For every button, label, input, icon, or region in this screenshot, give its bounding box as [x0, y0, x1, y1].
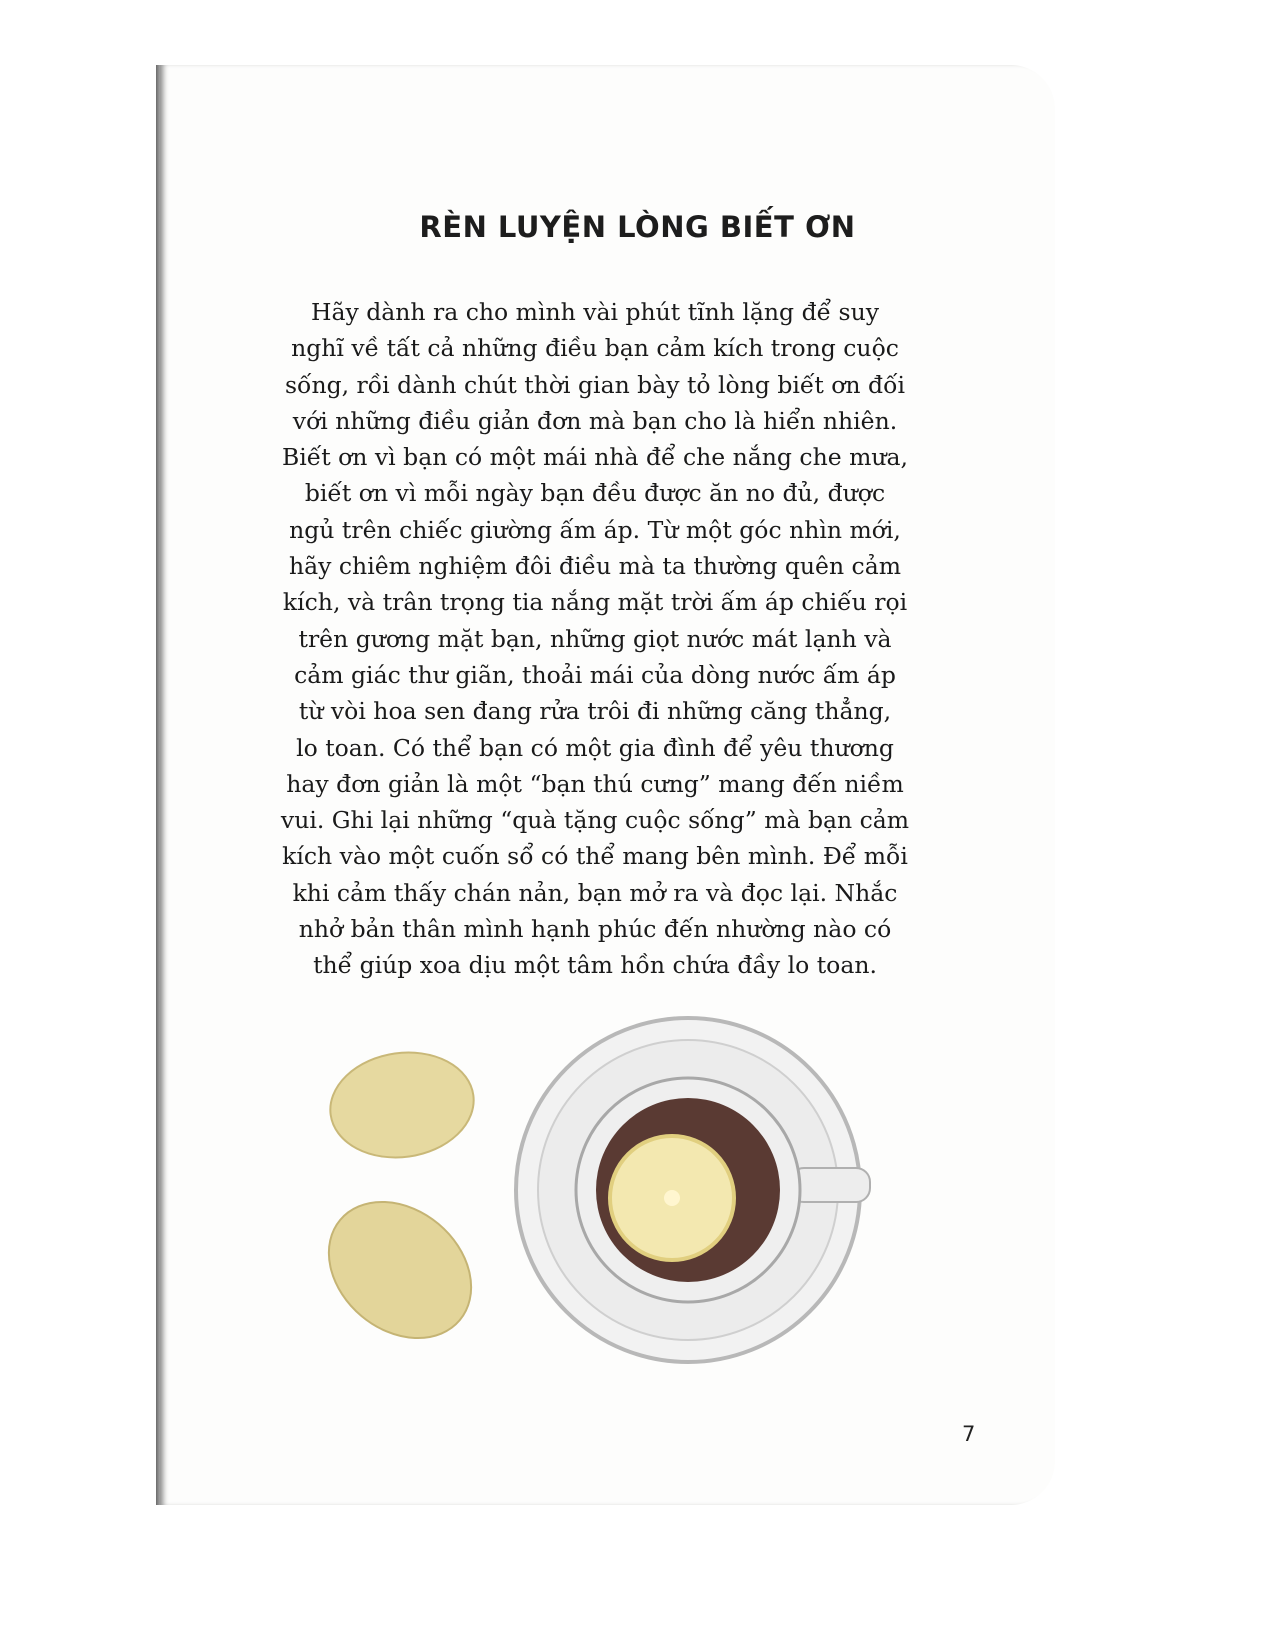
body-line: hãy chiêm nghiệm đôi điều mà ta thường quên cảm [289, 552, 901, 581]
lemon-tea-illustration [300, 1000, 900, 1380]
body-line: lo toan. Có thể bạn có một gia đình để yêu thương [296, 733, 894, 762]
body-line: nhở bản thân mình hạnh phúc đến nhường nào có [298, 915, 892, 944]
page-title: RÈN LUYỆN LÒNG BIẾT ƠN [419, 210, 856, 244]
body-line: cảm giác thư giãn, thoải mái của dòng nước ấm áp [294, 660, 896, 689]
body-line: với những điều giản đơn mà bạn cho là hiển nhiên. [292, 406, 898, 435]
body-line: nghĩ về tất cả những điều bạn cảm kích trong cuộc [291, 334, 899, 363]
body-line: biết ơn vì mỗi ngày bạn đều được ăn no đủ, được [304, 479, 886, 508]
body-line: thể giúp xoa dịu một tâm hồn chứa đầy lo toan. [313, 951, 877, 980]
body-line: kích vào một cuốn sổ có thể mang bên mình. Để mỗi [282, 842, 908, 871]
body-line: vui. Ghi lại những “quà tặng cuộc sống” mà bạn cảm [280, 806, 910, 835]
lemon-icon [302, 1174, 499, 1366]
body-line: Hãy dành ra cho mình vài phút tĩnh lặng để suy [310, 298, 880, 326]
body-line: khi cảm thấy chán nản, bạn mở ra và đọc lại. Nhắc [292, 878, 898, 907]
body-line: trên gương mặt bạn, những giọt nước mát lạnh và [298, 624, 892, 653]
body-line: ngủ trên chiếc giường ấm áp. Từ một góc nhìn mới, [289, 515, 901, 544]
body-line: kích, và trân trọng tia nắng mặt trời ấm áp chiếu rọi [282, 588, 908, 617]
body-line: hay đơn giản là một “bạn thú cưng” mang đến niềm [286, 769, 904, 798]
lemon-icon [323, 1043, 480, 1166]
body-text [240, 294, 950, 984]
body-line: Biết ơn vì bạn có một mái nhà để che nắng che mưa, [282, 443, 908, 472]
page-number: 7 [962, 1422, 976, 1446]
body-line: sống, rồi dành chút thời gian bày tỏ lòng biết ơn đối [285, 370, 905, 399]
body-line: từ vòi hoa sen đang rửa trôi đi những căng thẳng, [298, 697, 892, 726]
teacup-icon [516, 1018, 870, 1362]
